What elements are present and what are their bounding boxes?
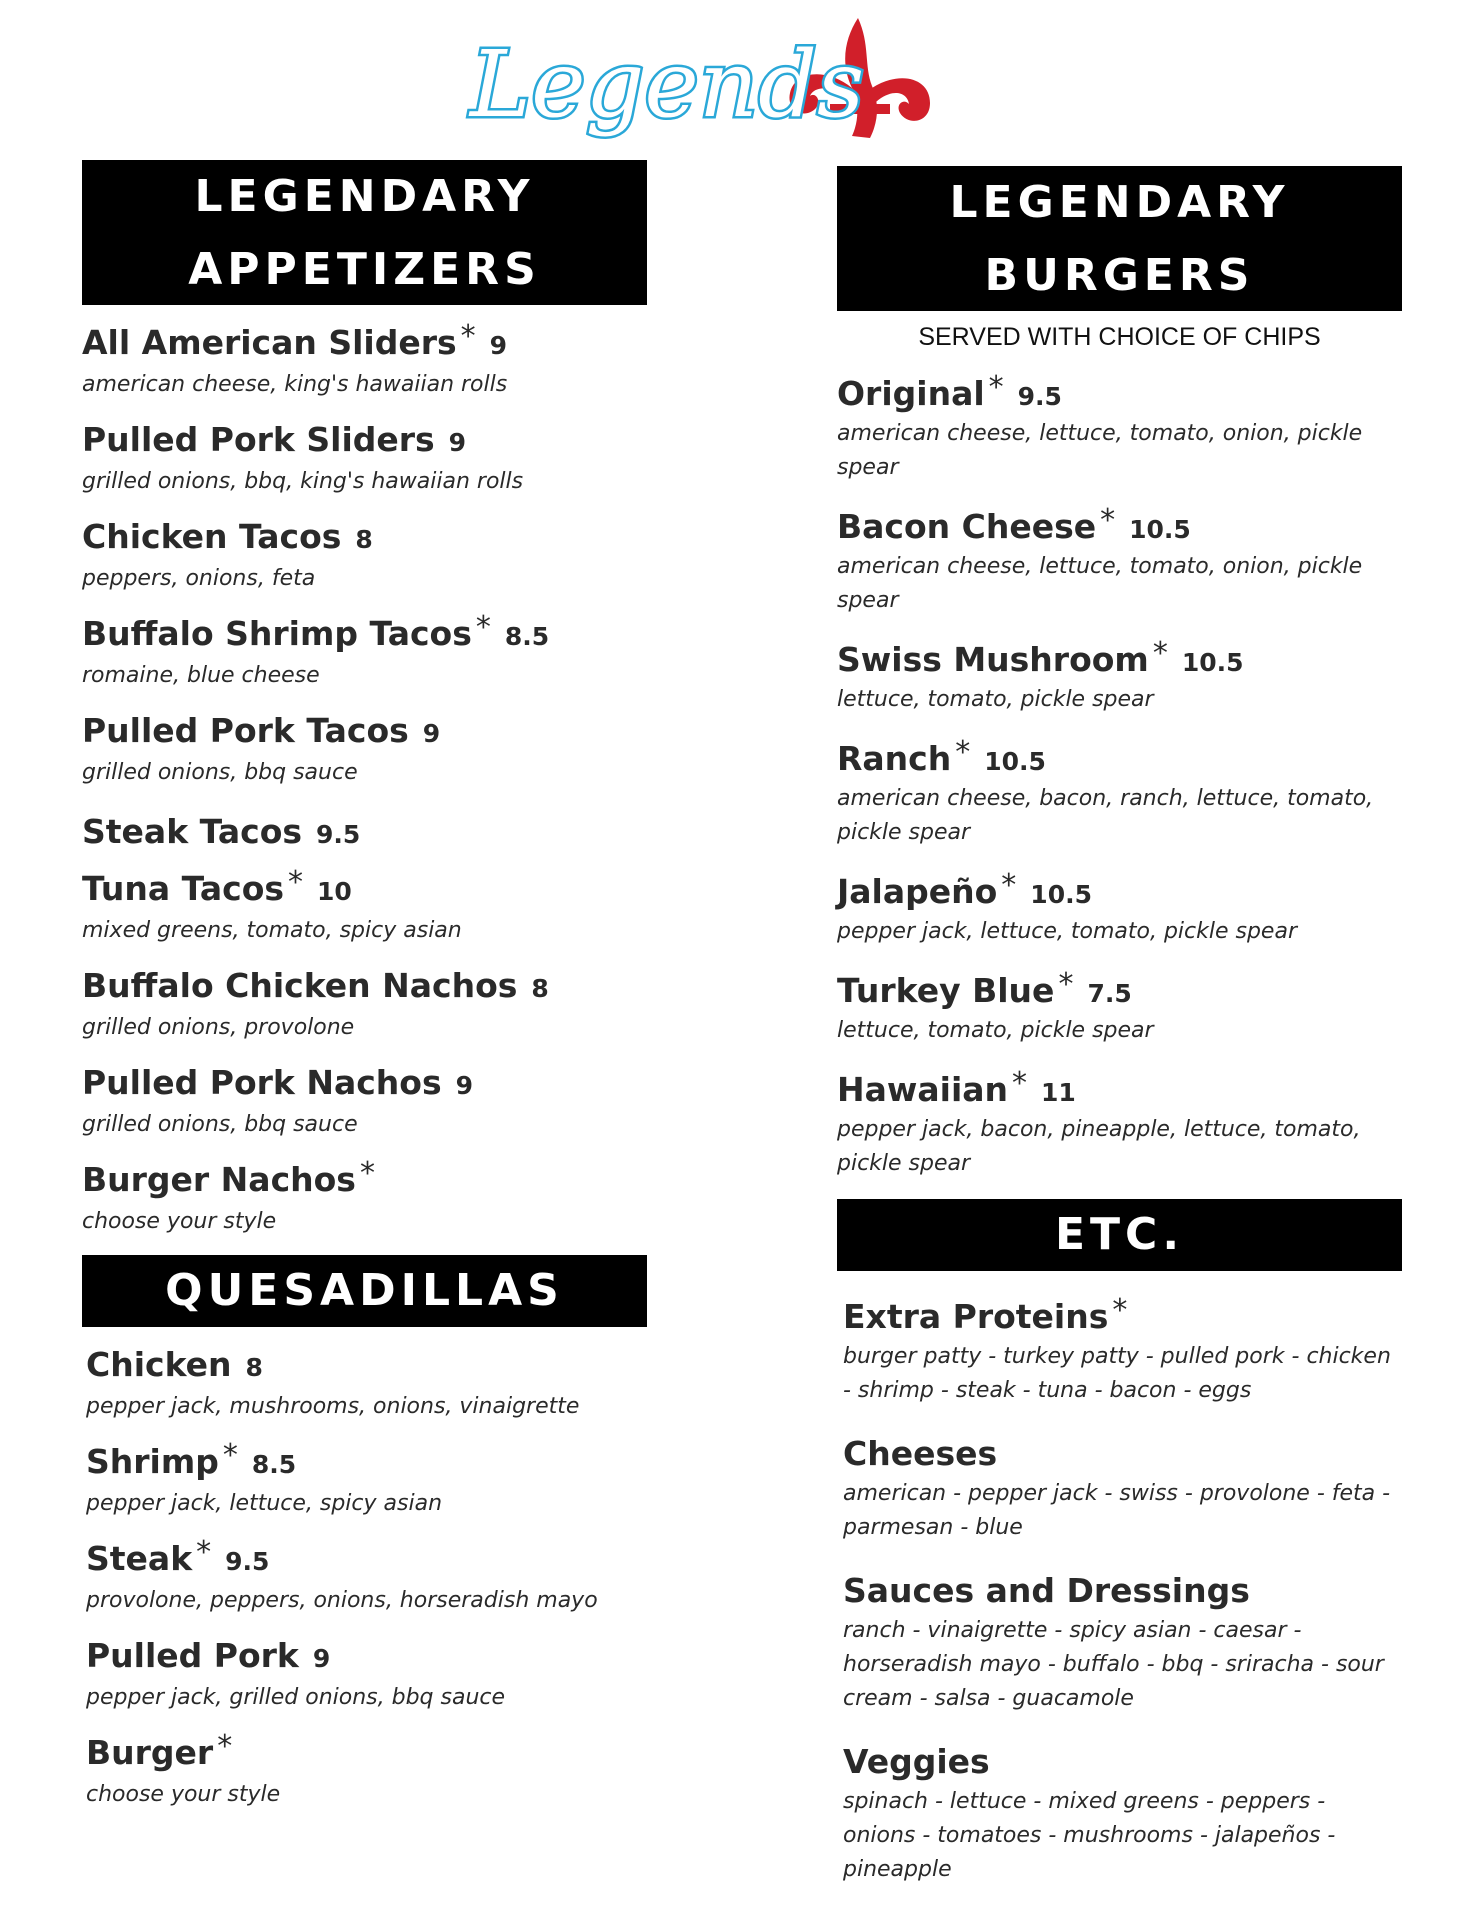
burgers-banner (837, 166, 1402, 311)
menu-item-title (837, 967, 1402, 1010)
menu-item-price: 8 (245, 1353, 263, 1382)
etc-banner (837, 1199, 1402, 1271)
menu-item (82, 711, 647, 790)
menu-item-name: Pulled Pork Nachos (82, 1063, 442, 1102)
menu-item-description: grilled onions, bbq sauce (82, 1112, 358, 1137)
menu-item-title (86, 1636, 647, 1675)
menu-item-name: Shrimp (86, 1442, 219, 1481)
menu-item-title (837, 503, 1402, 546)
menu-item-name: Burger (86, 1733, 214, 1772)
menu-item-description: peppers, onions, feta (82, 566, 316, 591)
menu-item-title (843, 1293, 1402, 1336)
menu-item-price: 11 (1041, 1078, 1076, 1107)
menu-item-name: Pulled Pork (86, 1636, 299, 1675)
menu-item-name: Pulled Pork Tacos (82, 711, 409, 750)
menu-item-asterisk: * (1058, 967, 1074, 1002)
menu-item-description: mixed greens, tomato, spicy asian (82, 918, 462, 943)
quesadillas-list (82, 1345, 647, 1812)
menu-item-description: pepper jack, lettuce, tomato, pickle spear (837, 919, 1297, 944)
menu-item-description: burger patty - turkey patty - pulled pork - chicken - shrimp - steak - tuna - bacon - eggs (843, 1344, 1391, 1403)
menu-item-name: Veggies (843, 1742, 990, 1781)
burgers-title-line1: LEGENDARY (949, 177, 1290, 228)
menu-item-name: Chicken Tacos (82, 517, 342, 556)
menu-item-description: lettuce, tomato, pickle spear (837, 1018, 1154, 1043)
menu-item-price: 8 (531, 974, 549, 1003)
menu-item (82, 1156, 647, 1239)
menu-item-title (82, 1156, 647, 1199)
menu-item (843, 1293, 1402, 1408)
menu-item-description: romaine, blue cheese (82, 663, 320, 688)
menu-item (86, 1636, 647, 1715)
menu-item-price: 9.5 (316, 820, 361, 849)
menu-item-asterisk: * (1012, 1066, 1028, 1101)
menu-item-name: Burger Nachos (82, 1160, 356, 1199)
menu-item-price: 7.5 (1087, 979, 1132, 1008)
right-column (837, 166, 1402, 1887)
menu-item (837, 370, 1402, 485)
menu-item-price: 8 (355, 525, 373, 554)
menu-item-title (843, 1434, 1402, 1473)
burgers-list (837, 370, 1402, 1181)
menu-item-price: 10 (317, 877, 352, 906)
menu-item-asterisk: * (1112, 1293, 1128, 1328)
menu-item (86, 1345, 647, 1424)
menu-item-title (86, 1345, 647, 1384)
menu-item-title (82, 610, 647, 653)
burgers-title-line2: BURGERS (984, 250, 1255, 301)
menu-item-title (86, 1438, 647, 1481)
menu-item-asterisk: * (955, 735, 971, 770)
menu-item (82, 812, 647, 851)
menu-item-description: choose your style (82, 1209, 277, 1234)
menu-item-description: grilled onions, bbq sauce (82, 760, 358, 785)
menu-item-name: All American Sliders (82, 323, 457, 362)
appetizers-list (82, 319, 647, 1239)
menu-item-title (843, 1742, 1402, 1781)
menu-item (86, 1535, 647, 1618)
menu-item-price: 9 (455, 1071, 474, 1100)
quesadillas-banner (82, 1255, 647, 1327)
menu-item (86, 1729, 647, 1812)
menu-item-asterisk: * (475, 610, 491, 645)
quesadillas-title: QUESADILLAS (165, 1265, 564, 1316)
menu-item-price: 9 (312, 1644, 331, 1673)
menu-item (82, 865, 647, 948)
menu-item-title (82, 865, 647, 908)
menu-item-price: 9 (422, 719, 441, 748)
etc-list (837, 1293, 1402, 1887)
menu-item-price: 9 (489, 331, 508, 360)
menu-item-name: Cheeses (843, 1434, 998, 1473)
menu-item-asterisk: * (359, 1156, 375, 1191)
menu-item-description: american cheese, lettuce, tomato, onion, pickle spear (837, 554, 1363, 613)
menu-item-description: pepper jack, mushrooms, onions, vinaigrette (86, 1394, 580, 1419)
menu-item-asterisk: * (196, 1535, 212, 1570)
menu-item-description: american cheese, bacon, ranch, lettuce, tomato, pickle spear (837, 786, 1374, 845)
menu-item-asterisk: * (288, 865, 304, 900)
menu-item-name: Chicken (86, 1345, 232, 1384)
menu-item-description: ranch - vinaigrette - spicy asian - caesar - horseradish mayo - buffalo - bbq - sriracha - sour cream - salsa - guacamole (843, 1618, 1384, 1711)
menu-item (837, 1066, 1402, 1181)
menu-item-name: Jalapeño (837, 872, 998, 911)
menu-item (82, 420, 647, 499)
menu-item-price: 8.5 (504, 622, 550, 651)
menu-item-name: Bacon Cheese (837, 507, 1097, 546)
menu-item-name: Steak Tacos (82, 812, 303, 851)
menu-item-title (82, 966, 647, 1005)
menu-item-name: Tuna Tacos (82, 869, 285, 908)
menu-item-price: 10.5 (1129, 515, 1191, 544)
menu-item-name: Sauces and Dressings (843, 1571, 1250, 1610)
menu-item-title (837, 868, 1402, 911)
menu-item (837, 735, 1402, 850)
menu-item-name: Steak (86, 1539, 193, 1578)
menu-item (843, 1571, 1402, 1716)
menu-item-asterisk: * (988, 370, 1004, 405)
menu-item-title (86, 1729, 647, 1772)
menu-item-title (82, 1063, 647, 1102)
menu-item-description: american cheese, king's hawaiian rolls (82, 372, 508, 397)
menu-item-description: pepper jack, lettuce, spicy asian (86, 1491, 443, 1516)
burgers-subtitle: SERVED WITH CHOICE OF CHIPS (918, 323, 1321, 351)
menu-item-price: 9 (448, 428, 467, 457)
menu-item-title (82, 517, 647, 556)
menu-item-asterisk: * (460, 319, 476, 354)
menu-item-price: 9.5 (225, 1547, 270, 1576)
menu-item-title (837, 1066, 1402, 1109)
logo-text: Legends (470, 31, 865, 138)
menu-item (843, 1742, 1402, 1887)
menu-item-asterisk: * (1100, 503, 1116, 538)
menu-item-description: grilled onions, provolone (82, 1015, 355, 1040)
menu-item-name: Extra Proteins (843, 1297, 1109, 1336)
menu-item-name: Ranch (837, 739, 952, 778)
menu-item-title (82, 711, 647, 750)
menu-item-price: 9.5 (1017, 382, 1062, 411)
appetizers-title-line2: APPETIZERS (188, 244, 541, 295)
menu-item-name: Buffalo Shrimp Tacos (82, 614, 472, 653)
menu-item-title (837, 370, 1402, 413)
menu-item (82, 319, 647, 402)
menu-item-description: american - pepper jack - swiss - provolone - feta - parmesan - blue (843, 1481, 1391, 1540)
menu-item (837, 636, 1402, 717)
menu-item-description: pepper jack, bacon, pineapple, lettuce, tomato, pickle spear (837, 1117, 1361, 1176)
menu-item (843, 1434, 1402, 1545)
menu-item-asterisk: * (222, 1438, 238, 1473)
menu-item-asterisk: * (1152, 636, 1168, 671)
menu-item-price: 10.5 (984, 747, 1046, 776)
menu-item-title (86, 1535, 647, 1578)
menu-item (837, 868, 1402, 949)
menu-item-price: 8.5 (251, 1450, 297, 1479)
appetizers-title-line1: LEGENDARY (194, 171, 535, 222)
menu-item (82, 610, 647, 693)
menu-item-description: spinach - lettuce - mixed greens - peppers - onions - tomatoes - mushrooms - jalapeños - pineapple (843, 1789, 1336, 1882)
menu-item-title (82, 812, 647, 851)
legends-logo (460, 8, 1020, 168)
menu-item-description: choose your style (86, 1782, 281, 1807)
menu-item-name: Original (837, 374, 985, 413)
menu-item-name: Swiss Mushroom (837, 640, 1149, 679)
menu-item-title (82, 319, 647, 362)
appetizers-banner (82, 160, 647, 305)
menu-item-name: Hawaiian (837, 1070, 1009, 1109)
menu-item-title (843, 1571, 1402, 1610)
menu-item-name: Turkey Blue (837, 971, 1055, 1010)
menu-item-asterisk: * (1001, 868, 1017, 903)
menu-item-title (837, 636, 1402, 679)
menu-item-name: Buffalo Chicken Nachos (82, 966, 518, 1005)
menu-item-price: 10.5 (1030, 880, 1092, 909)
menu-item-description: grilled onions, bbq, king's hawaiian rolls (82, 469, 524, 494)
menu-item-price: 10.5 (1181, 648, 1244, 677)
etc-title: ETC. (1054, 1209, 1185, 1260)
menu-item-description: provolone, peppers, onions, horseradish mayo (86, 1588, 598, 1613)
menu-item (837, 967, 1402, 1048)
menu-item-description: lettuce, tomato, pickle spear (837, 687, 1154, 712)
menu-item (837, 503, 1402, 618)
menu-item-asterisk: * (217, 1729, 233, 1764)
menu-item (82, 966, 647, 1045)
menu-item-name: Pulled Pork Sliders (82, 420, 435, 459)
menu-item-description: pepper jack, grilled onions, bbq sauce (86, 1685, 506, 1710)
menu-item-title (837, 735, 1402, 778)
left-column (82, 160, 647, 1812)
menu-item-description: american cheese, lettuce, tomato, onion, pickle spear (837, 421, 1363, 480)
menu-item (86, 1438, 647, 1521)
menu-item-title (82, 420, 647, 459)
menu-item (82, 1063, 647, 1142)
menu-item (82, 517, 647, 596)
